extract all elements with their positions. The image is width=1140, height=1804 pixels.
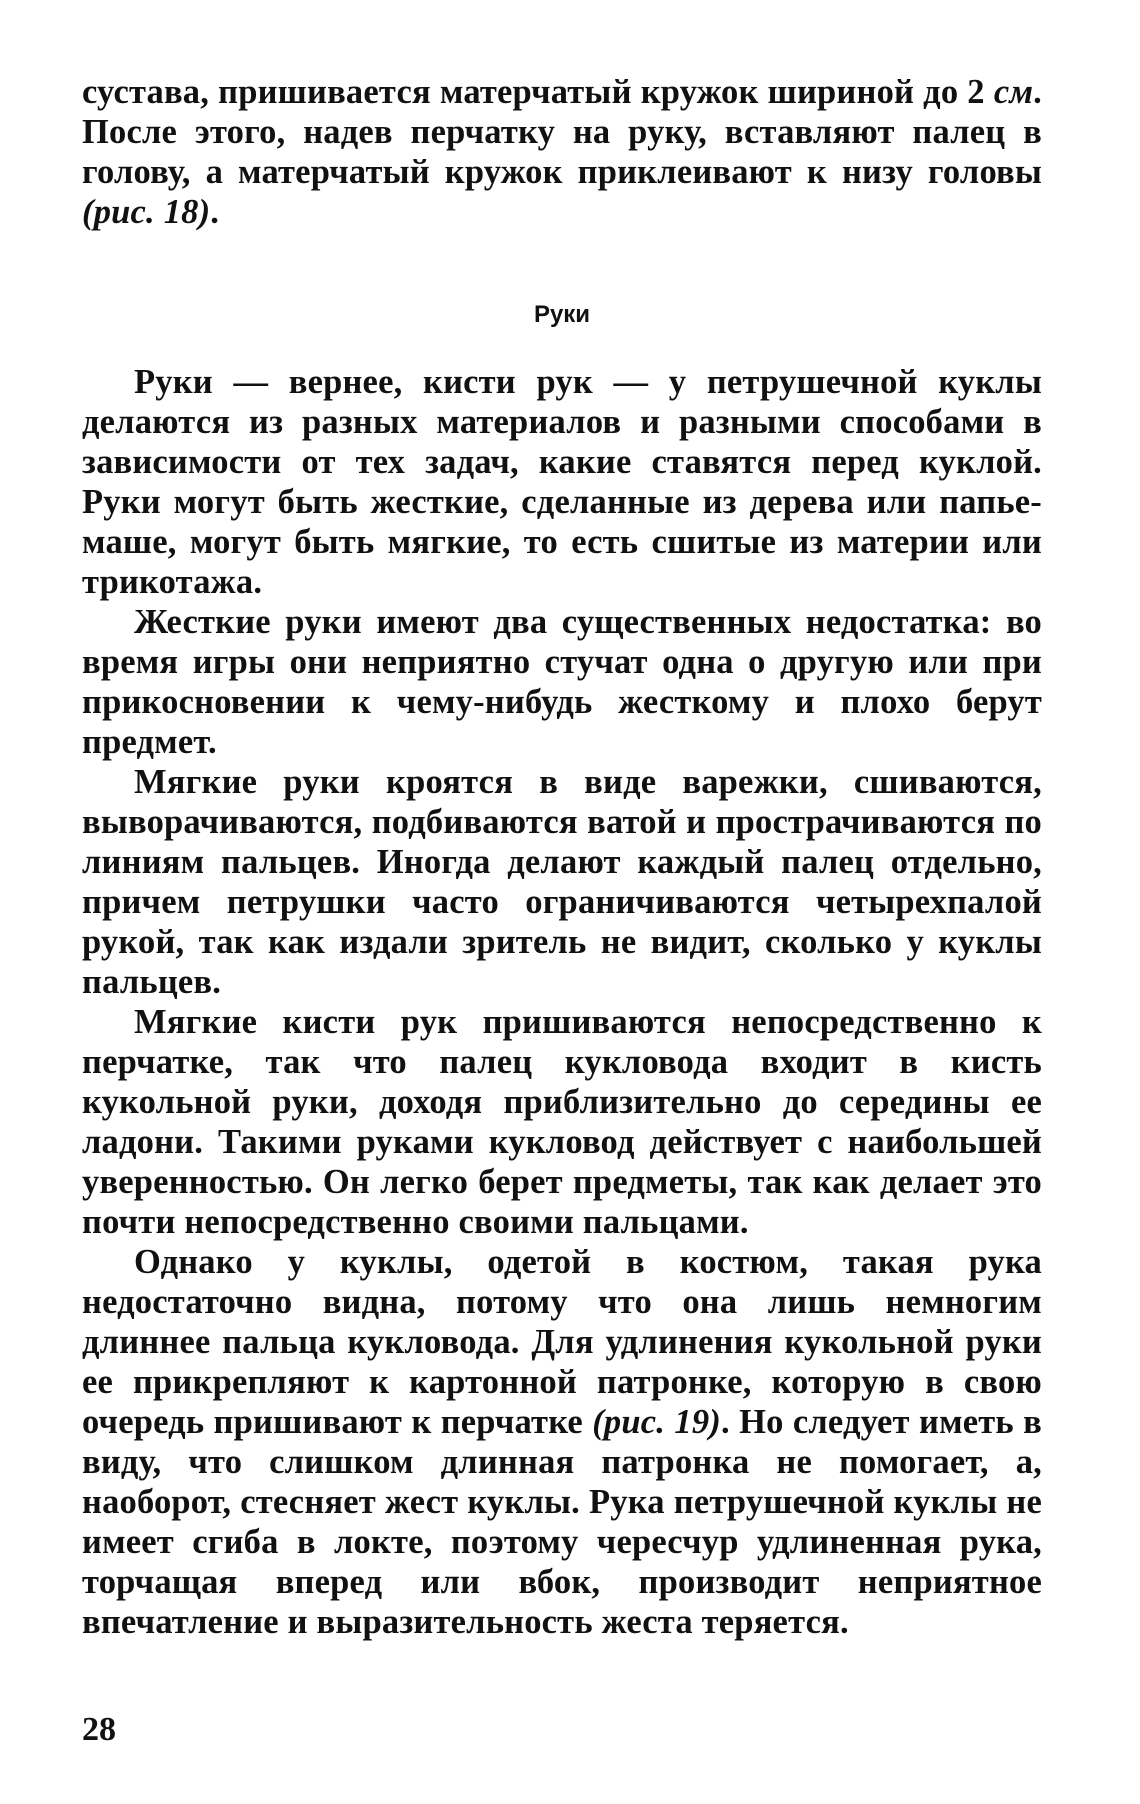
book-page-text (82, 72, 1042, 1642)
paragraph-4: Мягкие кисти рук пришиваются непосредственно к перчатке, так что палец кукловода входит в кисть кукольной руки, доходя приблизительно до середины ее ладони. Такими руками кукловод действует с наибольшей уверенностью. Он легко берет предметы, так как делает это почти непосредственно своими пальцами. (82, 1003, 1042, 1241)
paragraph-3: Мягкие руки кроятся в виде варежки, сшиваются, выворачиваются, подбиваются ватой и прострачиваются по линиям пальцев. Иногда делают каждый палец отдельно, причем петрушки часто ограничиваются четырехпалой рукой, так как издали зритель не видит, сколько у куклы пальцев. (82, 763, 1042, 1001)
paragraph-1: Руки — вернее, кисти рук — у петрушечной куклы делаются из разных материалов и разными способами в зависимости от тех задач, какие ставятся перед куклой. Руки могут быть жесткие, сделанные из дерева или папье-маше, могут быть мягкие, то есть сшитые из материи или трикотажа. (82, 363, 1042, 601)
paragraph-2: Жесткие руки имеют два существенных недостатка: во время игры они неприятно стучат одна о другую или при прикосновении к чему-нибудь жесткому и плохо берут предмет. (82, 603, 1042, 761)
section-spacer (82, 232, 1042, 300)
unit-cm: см (993, 73, 1034, 111)
section-heading: Руки (533, 301, 591, 328)
continuation-paragraph (82, 72, 1042, 232)
paragraph-5 (82, 1242, 1042, 1642)
paragraph-5-text-start: Однако у куклы, одетой в костюм, такая рука недостаточно видна, потому что она лишь немногим длиннее пальца кукловода. Для удлинения кукольной руки ее прикрепляют к картонной патронке, которую в свою очередь пришивают к перчатке (82, 1243, 1042, 1441)
paragraph-5-text-end: . Но следует иметь в виду, что слишком длинная патронка не помогает, а, наоборот, стесняет жест куклы. Рука петрушечной куклы не имеет сгиба в локте, поэтому чересчур удлиненная рука, торчащая вперед или вбок, производит неприятное впечатление и выразительность жеста теряется. (82, 1403, 1042, 1641)
figure-reference-19: (рис. 19) (592, 1403, 721, 1441)
continuation-text-start: сустава, пришивается матерчатый кружок шириной до 2 (82, 73, 994, 111)
continuation-text-end: . (210, 193, 220, 231)
figure-reference-18: (рис. 18) (82, 193, 211, 231)
page-number: 28 (82, 1711, 116, 1748)
continuation-text-middle: . После этого, надев перчатку на руку, вставляют палец в голову, а матерчатый кружок приклеивают к низу головы (82, 73, 1042, 191)
